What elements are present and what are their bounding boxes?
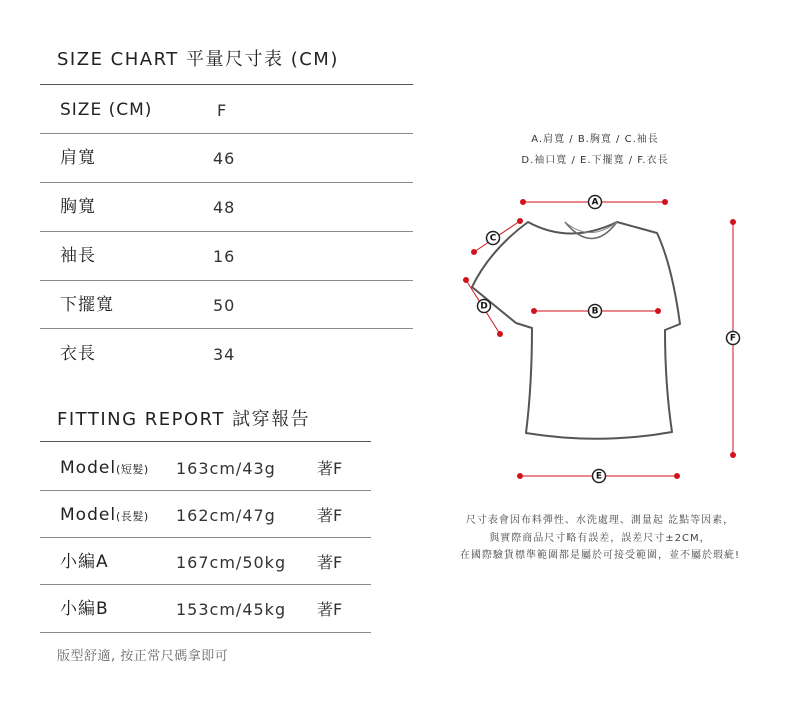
endpoint-dot <box>675 474 680 479</box>
size-row-length <box>40 330 413 379</box>
fitting-size: 著F <box>317 553 343 572</box>
size-header-label: SIZE (CM) <box>60 100 153 120</box>
endpoint-dot <box>498 332 503 337</box>
fitting-name: Model(長髮) <box>60 505 149 525</box>
size-row-label: 肩寬 <box>60 148 96 168</box>
marker-f-label: F <box>729 333 737 344</box>
diagram-legend-line1: A.肩寬 / B.胸寬 / C.袖長 <box>531 134 659 145</box>
size-row-value: 46 <box>213 149 236 168</box>
endpoint-dot <box>656 309 661 314</box>
fitting-measure: 167cm/50kg <box>176 553 287 572</box>
size-row-label: 胸寬 <box>60 197 96 217</box>
size-row-label: 下擺寬 <box>60 295 114 315</box>
fitting-row <box>40 492 371 539</box>
tolerance-note-line3: 在國際驗貨標準範圍都是屬於可接受範圍，並不屬於瑕疵! <box>459 550 740 561</box>
fitting-row <box>40 445 371 492</box>
fitting-size: 著F <box>317 600 343 619</box>
size-row-chest <box>40 183 413 232</box>
size-chart-header-row <box>40 86 413 135</box>
endpoint-dot <box>464 278 469 283</box>
endpoint-dot <box>731 453 736 458</box>
row-divider <box>40 537 371 538</box>
fitting-note: (長髮) <box>116 510 149 523</box>
size-row-shoulder <box>40 134 413 183</box>
endpoint-dot <box>518 219 523 224</box>
size-row-label: 衣長 <box>60 344 96 364</box>
row-divider <box>40 584 371 585</box>
size-row-sleeve <box>40 232 413 281</box>
marker-e-label: E <box>595 471 603 482</box>
marker-b-label: B <box>591 306 599 317</box>
diagram-legend-line2: D.袖口寬 / E.下擺寬 / F.衣長 <box>521 155 669 166</box>
endpoint-dot <box>518 474 523 479</box>
size-row-label: 袖長 <box>60 246 96 266</box>
tshirt-outline <box>472 222 680 439</box>
fitting-measure: 163cm/43g <box>176 459 276 478</box>
fitting-size: 著F <box>317 506 343 525</box>
fitting-name: Model(短髮) <box>60 458 149 478</box>
row-divider <box>40 632 371 633</box>
tshirt-measurement-diagram <box>440 185 750 495</box>
size-row-value: 34 <box>213 345 236 364</box>
fitting-note: (短髮) <box>116 463 149 476</box>
endpoint-dot <box>731 220 736 225</box>
size-row-value: 16 <box>213 247 236 266</box>
endpoint-dot <box>532 309 537 314</box>
fitting-footnote: 版型舒適, 按正常尺碼拿即可 <box>57 649 229 664</box>
size-chart-title: SIZE CHART 平量尺寸表 (CM) <box>57 49 339 70</box>
endpoint-dot <box>521 200 526 205</box>
tolerance-note-line1: 尺寸表會因布料彈性、水洗處理、測量起 訖點等因素， <box>465 515 735 526</box>
tolerance-note-line2: 與實際商品尺寸略有誤差，誤差尺寸±2CM， <box>489 533 711 544</box>
fitting-measure: 162cm/47g <box>176 506 276 525</box>
endpoint-dot <box>472 250 477 255</box>
marker-d-label: D <box>480 301 488 312</box>
fitting-row <box>40 539 371 586</box>
fitting-size: 著F <box>317 459 343 478</box>
size-row-value: 48 <box>213 198 236 217</box>
fitting-top-divider <box>40 441 371 442</box>
size-header-value: F <box>217 101 228 120</box>
endpoint-dot <box>663 200 668 205</box>
size-row-value: 50 <box>213 296 236 315</box>
fitting-row <box>40 586 371 633</box>
fitting-name: 小編A <box>60 552 109 572</box>
size-chart-top-divider <box>40 84 413 85</box>
row-divider <box>40 328 413 329</box>
marker-c-label: C <box>489 233 497 244</box>
fitting-measure: 153cm/45kg <box>176 600 287 619</box>
marker-a-label: A <box>591 197 599 208</box>
size-row-hem <box>40 281 413 330</box>
fitting-name: 小編B <box>60 599 109 619</box>
row-divider <box>40 490 371 491</box>
fitting-report-title: FITTING REPORT 試穿報告 <box>57 409 311 430</box>
